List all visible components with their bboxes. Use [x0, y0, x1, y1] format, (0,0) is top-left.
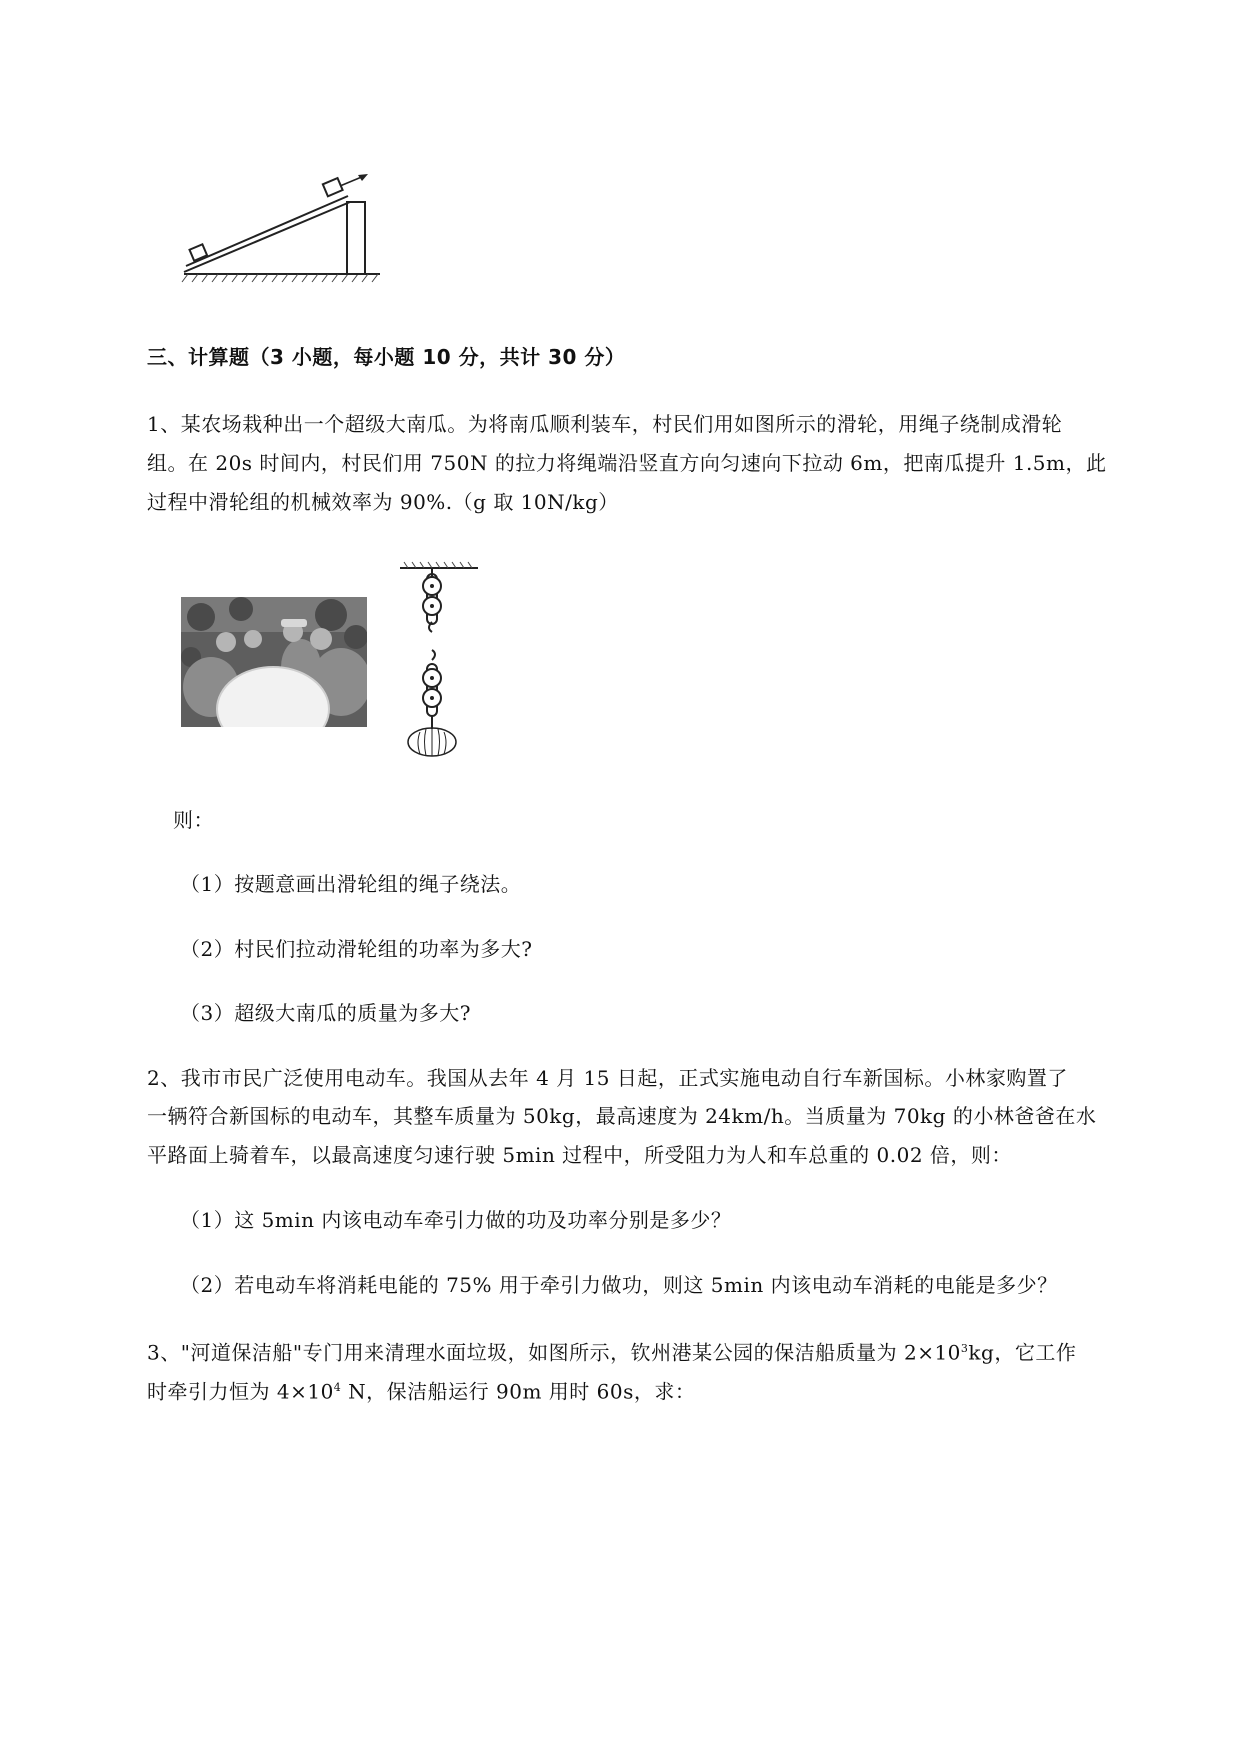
q1-sub-3: （3）超级大南瓜的质量为多大? — [180, 1001, 471, 1025]
incline-figure — [180, 172, 390, 292]
q3-exponent-1: 3 — [960, 1342, 969, 1355]
q3-exponent-2: 4 — [333, 1381, 342, 1394]
q1-sub-1: （1）按题意画出滑轮组的绳子绕法。 — [180, 872, 522, 896]
q3-line-2-text: 时牵引力恒为 4×10 — [147, 1379, 334, 1404]
q3-line-1-tail: kg，它工作 — [968, 1340, 1077, 1365]
q3-line-2 — [147, 1376, 695, 1404]
q1-intro: 则： — [173, 808, 214, 832]
q3-line-1 — [147, 1337, 1076, 1365]
q2-line-2: 一辆符合新国标的电动车，其整车质量为 50kg，最高速度为 24km/h。当质量为 70kg 的小林爸爸在水 — [147, 1104, 1097, 1128]
q2-line-1: 2、我市市民广泛使用电动车。我国从去年 4 月 15 日起，正式实施电动自行车新国标。小林家购置了 — [147, 1066, 1068, 1090]
section-heading: 三、计算题（3 小题，每小题 10 分，共计 30 分） — [147, 345, 626, 369]
q2-sub-1: （1）这 5min 内该电动车牵引力做的功及功率分别是多少？ — [180, 1208, 732, 1232]
q1-sub-2: （2）村民们拉动滑轮组的功率为多大? — [180, 937, 533, 961]
q2-line-3: 平路面上骑着车，以最高速度匀速行驶 5min 过程中，所受阻力为人和车总重的 0.02 倍，则： — [147, 1143, 1012, 1167]
pulley-diagram — [394, 560, 484, 760]
q3-line-2-tail: N，保洁船运行 90m 用时 60s，求： — [341, 1379, 696, 1404]
q2-sub-2: （2）若电动车将消耗电能的 75% 用于牵引力做功，则这 5min 内该电动车消耗的电能是多少？ — [180, 1273, 1058, 1297]
pumpkin-villagers-photo — [181, 597, 367, 727]
q3-line-1-text: 3、"河道保洁船"专门用来清理水面垃圾，如图所示，钦州港某公园的保洁船质量为 2×10 — [147, 1340, 961, 1365]
q1-line-3: 过程中滑轮组的机械效率为 90%.（g 取 10N/kg） — [147, 490, 619, 514]
q1-line-2: 组。在 20s 时间内，村民们用 750N 的拉力将绳端沿竖直方向匀速向下拉动 6m，把南瓜提升 1.5m，此 — [147, 451, 1107, 475]
q1-line-1: 1、某农场栽种出一个超级大南瓜。为将南瓜顺利装车，村民们用如图所示的滑轮，用绳子绕制成滑轮 — [147, 412, 1063, 436]
